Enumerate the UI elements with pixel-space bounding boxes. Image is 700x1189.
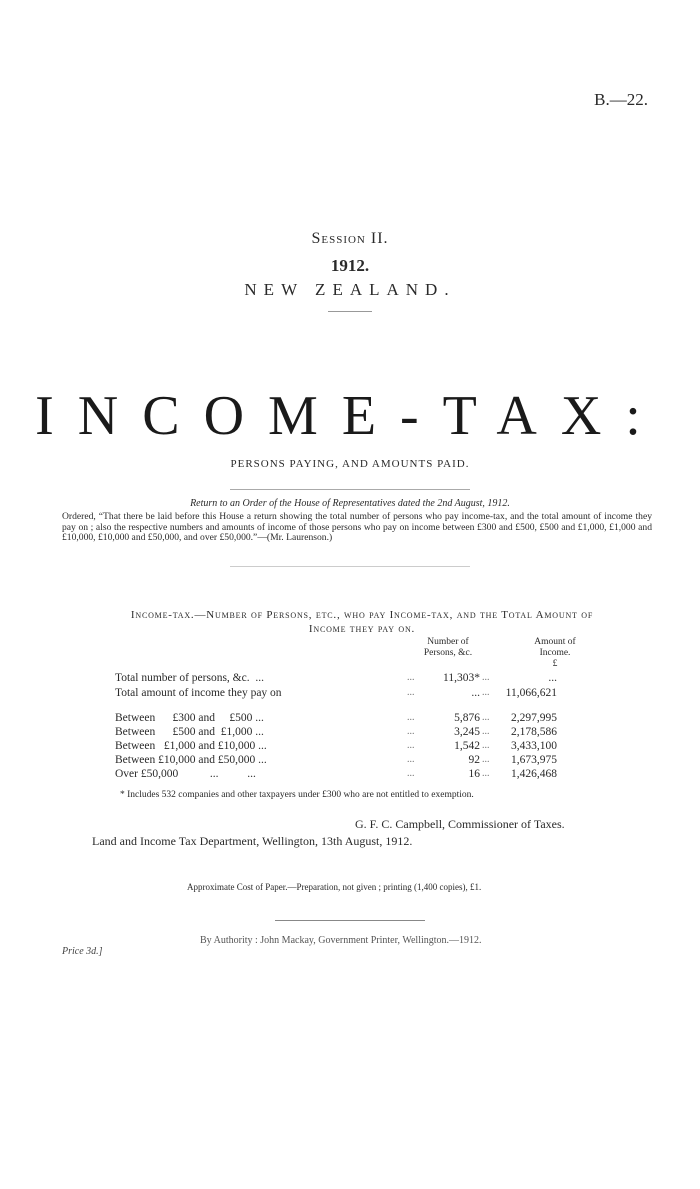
- column-header-line: Amount of: [534, 637, 576, 647]
- leader-dots: ...: [407, 726, 415, 737]
- department-line: Land and Income Tax Department, Wellington, 13th August, 1912.: [92, 834, 413, 848]
- table-title-line: Income-tax.—Number of Persons, etc., who pay Income-tax, and the Total Amount of: [130, 609, 594, 621]
- table-row: [115, 687, 635, 701]
- country-label: NEW ZEALAND.: [244, 280, 456, 299]
- leader-dots: ...: [407, 712, 415, 723]
- divider-rule: [328, 311, 372, 312]
- leader-dots: ...: [482, 726, 490, 737]
- divider-rule: [275, 920, 425, 921]
- cost-of-paper-line: Approximate Cost of Paper.—Preparation, not given ; printing (1,400 copies), £1.: [187, 882, 482, 892]
- persons-value: 5,876: [454, 712, 480, 724]
- column-header-line: Number of: [427, 637, 469, 647]
- persons-value: 3,245: [454, 726, 480, 738]
- row-label: Over £50,000 ... ...: [115, 768, 256, 780]
- table-footnote: * Includes 532 companies and other taxpayers under £300 who are not entitled to exemption.: [120, 790, 474, 800]
- leader-dots: ...: [482, 740, 490, 751]
- table-row: [115, 768, 635, 782]
- leader-dots: ...: [482, 754, 490, 765]
- amount-value: 1,426,468: [511, 768, 557, 780]
- printer-imprint: By Authority : John Mackay, Government Printer, Wellington.—1912.: [200, 935, 482, 946]
- subtitle: PERSONS PAYING, AND AMOUNTS PAID.: [230, 458, 470, 470]
- column-header-persons: [400, 637, 496, 659]
- leader-dots: ...: [407, 754, 415, 765]
- currency-unit: £: [552, 659, 558, 669]
- row-label: Between £500 and £1,000 ...: [115, 726, 264, 738]
- column-header-line: Income.: [539, 648, 571, 658]
- table-title-line: Income they pay on.: [308, 623, 416, 635]
- table-row: [115, 740, 635, 754]
- leader-dots: ...: [482, 672, 490, 683]
- return-order-line: Return to an Order of the House of Representatives dated the 2nd August, 1912.: [190, 498, 510, 509]
- leader-dots: ...: [482, 712, 490, 723]
- table-row: [115, 754, 635, 768]
- year-label: 1912.: [330, 256, 370, 275]
- main-title: INCOME-TAX:: [35, 385, 665, 447]
- signatory-line: G. F. C. Campbell, Commissioner of Taxes.: [355, 817, 565, 831]
- session-label: Session II.: [311, 230, 389, 247]
- leader-dots: ...: [407, 687, 415, 698]
- amount-value: 2,178,586: [511, 726, 557, 738]
- leader-dots: ...: [407, 672, 415, 683]
- table-row: [115, 672, 635, 686]
- leader-dots: ...: [482, 768, 490, 779]
- column-header-amount: [505, 637, 605, 670]
- amount-value: 2,297,995: [511, 712, 557, 724]
- row-label: Total number of persons, &c. ...: [115, 672, 264, 684]
- amount-value: 3,433,100: [511, 740, 557, 752]
- persons-value: 1,542: [454, 740, 480, 752]
- table-row: [115, 712, 635, 726]
- leader-dots: ...: [407, 740, 415, 751]
- document-reference: B.—22.: [594, 90, 648, 109]
- ordered-paragraph: Ordered, “That there be laid before this House a return showing the total number of persons who pay income-tax, and the total amount of income they pay on ; also the respective numbers and amounts of income of those persons who pay on income between £300 and £500, £500 and £1,000, £1,000 and £10,000, £10,000 and £50,000, and over £50,000.”—(Mr. Laurenson.): [62, 511, 652, 543]
- amount-value: ...: [548, 672, 557, 684]
- leader-dots: ...: [482, 687, 490, 698]
- table-row: [115, 726, 635, 740]
- amount-value: 1,673,975: [511, 754, 557, 766]
- column-header-line: Persons, &c.: [423, 648, 473, 658]
- divider-rule: [230, 489, 470, 490]
- row-label: Between £1,000 and £10,000 ...: [115, 740, 267, 752]
- persons-value: 11,303*: [443, 672, 480, 684]
- leader-dots: ...: [407, 768, 415, 779]
- persons-value: 16: [468, 768, 480, 780]
- row-label: Total amount of income they pay on: [115, 687, 282, 699]
- price-label: Price 3d.]: [62, 946, 103, 957]
- amount-value: 11,066,621: [505, 687, 557, 699]
- table-title: [62, 608, 662, 636]
- divider-rule: [230, 566, 470, 567]
- row-label: Between £300 and £500 ...: [115, 712, 264, 724]
- row-label: Between £10,000 and £50,000 ...: [115, 754, 267, 766]
- persons-value: 92: [468, 754, 480, 766]
- persons-value: ...: [471, 687, 480, 699]
